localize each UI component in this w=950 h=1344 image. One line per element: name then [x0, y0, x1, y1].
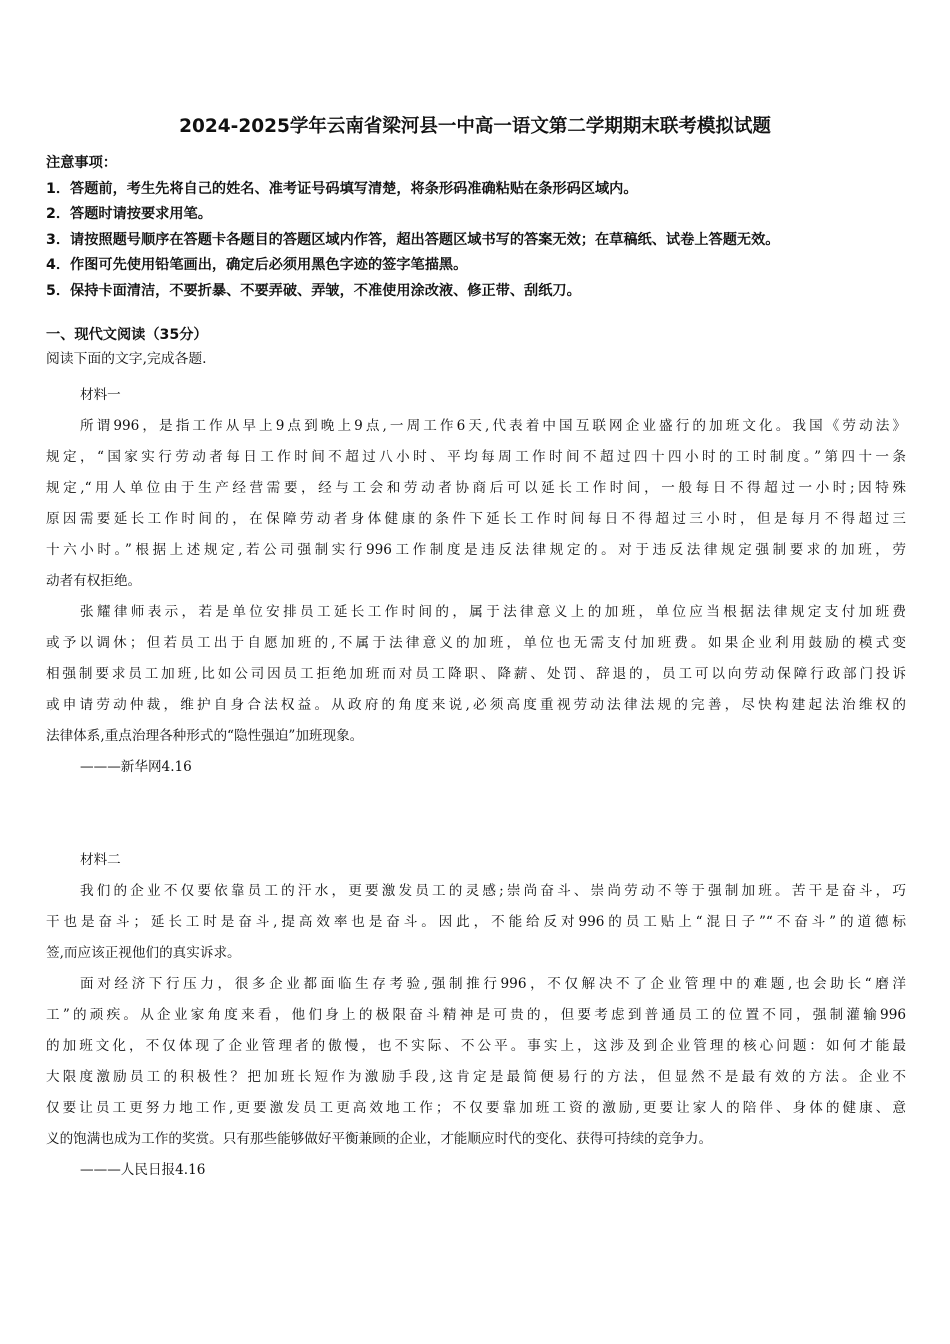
paragraph-line: 大限度激励员工的积极性？把加班长短作为激励手段,这肯定是最简便易行的方法，但显然不是最有效的方法。企业不	[46, 1069, 906, 1085]
paragraph-line: 干也是奋斗；延长工时是奋斗,提高效率也是奋斗。因此，不能给反对996的员工贴上“混日子”“不奋斗”的道德标	[46, 914, 906, 930]
paragraph-line: 义的饱满也成为工作的奖赏。只有那些能够做好平衡兼顾的企业，才能顺应时代的变化、获得可持续的竞争力。	[46, 1131, 713, 1147]
paragraph-line: 的加班文化，不仅体现了企业管理者的傲慢，也不实际、不公平。事实上，这涉及到企业管理的核心问题：如何才能最	[46, 1038, 906, 1054]
notice-item: 2．答题时请按要求用笔。	[46, 206, 212, 222]
material-2	[46, 845, 906, 1186]
paragraph-line: 张耀律师表示，若是单位安排员工延长工作时间的，属于法律意义上的加班，单位应当根据法律规定支付加班费	[80, 604, 906, 620]
paragraph-line: 规定,“用人单位由于生产经营需要，经与工会和劳动者协商后可以延长工作时间，一般每日不得超过一小时;因特殊	[46, 480, 906, 496]
material-1-label: 材料一	[80, 387, 121, 403]
material-1-source: ———新华网4.16	[80, 759, 192, 775]
paragraph-line: 动者有权拒绝。	[46, 573, 142, 589]
notice-block	[46, 151, 916, 304]
paragraph-line: 仅要让员工更努力地工作,更要激发员工更高效地工作；不仅要靠加班工资的激励,更要让家人的陪伴、身体的健康、意	[46, 1100, 906, 1116]
notice-item: 3．请按照题号顺序在答题卡各题目的答题区域内作答，超出答题区域书写的答案无效；在草稿纸、试卷上答题无效。	[46, 231, 780, 248]
notice-item: 1．答题前，考生先将自己的姓名、准考证号码填写清楚，将条形码准确粘贴在条形码区域内。	[46, 180, 638, 197]
paragraph-line: 所谓996，是指工作从早上9点到晚上9点,一周工作6天,代表着中国互联网企业盛行的加班文化。我国《劳动法》	[80, 418, 906, 434]
paragraph-line: 规定，“国家实行劳动者每日工作时间不超过八小时、平均每周工作时间不超过四十四小时的工时制度。”第四十一条	[46, 449, 906, 465]
section-instruction: 阅读下面的文字,完成各题.	[46, 351, 207, 367]
paragraph-line: 工”的顽疾。从企业家角度来看，他们身上的极限奋斗精神是可贵的，但要考虑到普通员工的位置不同，强制灌输996	[46, 1007, 906, 1023]
paragraph-line: 原因需要延长工作时间的，在保障劳动者身体健康的条件下延长工作时间每日不得超过三小时，但是每月不得超过三	[46, 511, 906, 527]
paragraph-line: 或予以调休；但若员工出于自愿加班的,不属于法律意义的加班，单位也无需支付加班费。如果企业利用鼓励的模式变	[46, 635, 906, 651]
document-title: 2024-2025学年云南省梁河县一中高一语文第二学期期末联考模拟试题	[179, 116, 771, 137]
notice-item: 5．保持卡面清洁，不要折暴、不要弄破、弄皱，不准使用涂改液、修正带、刮纸刀。	[46, 282, 581, 299]
notice-item: 4．作图可先使用铅笔画出，确定后必须用黑色字迹的签字笔描黑。	[46, 257, 468, 273]
material-1	[46, 380, 906, 783]
notice-heading: 注意事项：	[46, 155, 117, 171]
paragraph-line: 十六小时。”根据上述规定,若公司强制实行996工作制度是违反法律规定的。对于违反法律规定强制要求的加班，劳	[46, 542, 906, 558]
paragraph-line: 相强制要求员工加班,比如公司因员工拒绝加班而对员工降职、降薪、处罚、辞退的，员工可以向劳动保障行政部门投诉	[46, 666, 906, 682]
material-2-label: 材料二	[80, 852, 121, 868]
paragraph-line: 签,而应该正视他们的真实诉求。	[46, 945, 241, 961]
paragraph-line: 面对经济下行压力，很多企业都面临生存考验,强制推行996，不仅解决不了企业管理中的难题,也会助长“磨洋	[80, 976, 906, 992]
paragraph-line: 法律体系,重点治理各种形式的“隐性强迫”加班现象。	[46, 728, 364, 744]
material-2-source: ———人民日报4.16	[80, 1162, 206, 1178]
paragraph-line: 我们的企业不仅要依靠员工的汗水，更要激发员工的灵感;崇尚奋斗、崇尚劳动不等于强制加班。苦干是奋斗，巧	[80, 883, 906, 899]
section-heading: 一、现代文阅读（35分）	[46, 327, 208, 343]
paragraph-line: 或申请劳动仲裁，维护自身合法权益。从政府的角度来说,必须高度重视劳动法律法规的完善，尽快构建起法治维权的	[46, 697, 906, 713]
